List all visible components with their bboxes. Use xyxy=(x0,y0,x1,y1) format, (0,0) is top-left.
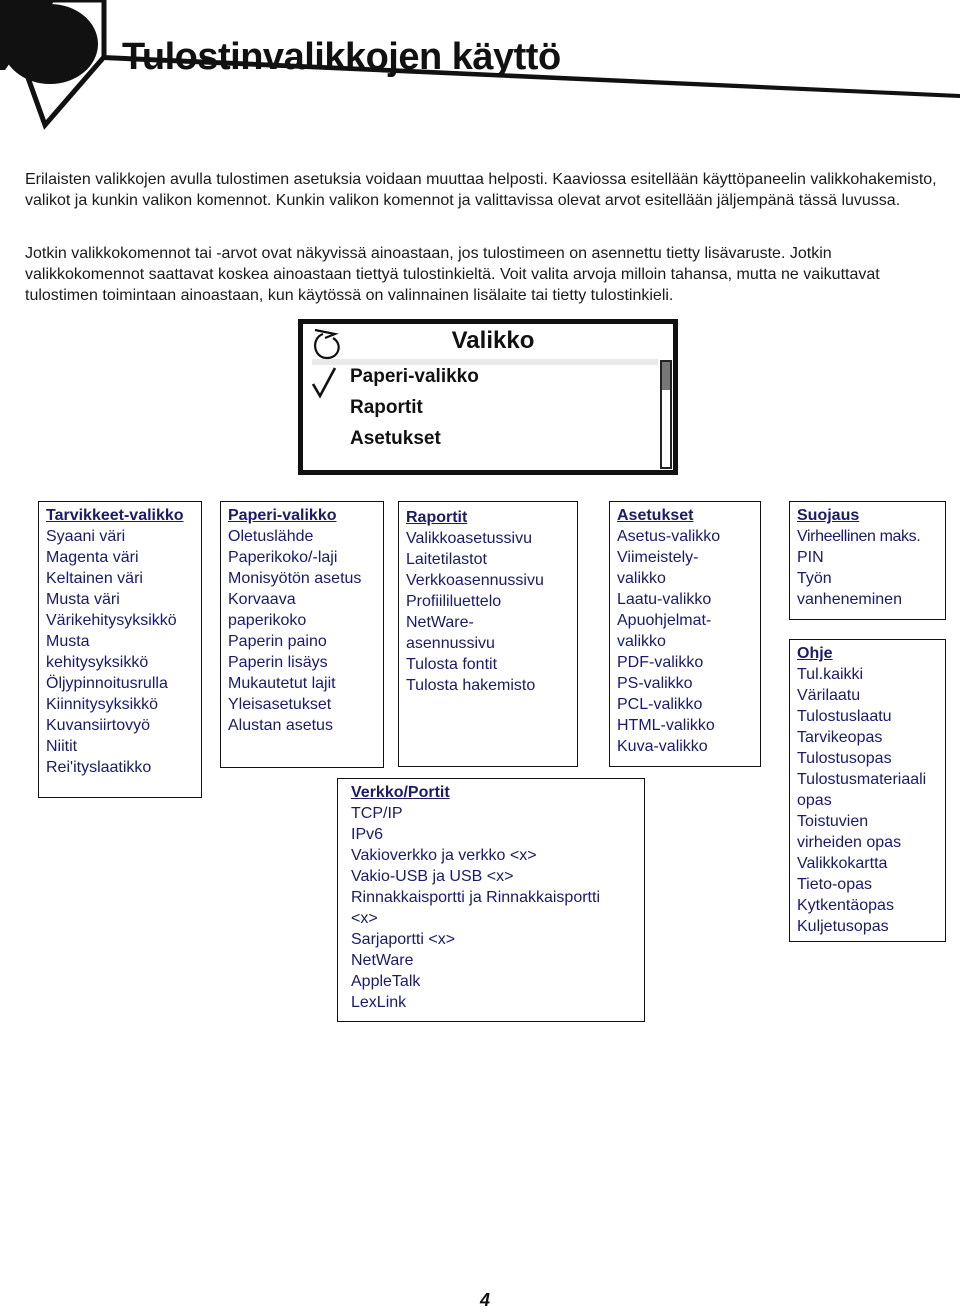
page-title: Tulostinvalikkojen käyttö xyxy=(122,36,561,78)
menu-item: Syaani väri xyxy=(46,528,126,545)
menu-item: Korvaava xyxy=(228,591,296,608)
menu-item: Profiililuettelo xyxy=(406,593,502,610)
menu-heading-paperi[interactable]: Paperi-valikko xyxy=(228,507,337,524)
menu-item: NetWare xyxy=(351,952,414,969)
menu-item: Tulostusmateriaali xyxy=(797,771,927,788)
menu-box-paperi xyxy=(220,501,384,768)
menu-item: Kiinnitysyksikkö xyxy=(46,696,159,713)
menu-item: Oletuslähde xyxy=(228,528,314,545)
menu-item: Värikehitysyksikkö xyxy=(46,612,177,629)
menu-item: Kuvansiirtovyö xyxy=(46,717,151,734)
menu-item: Verkkoasennussivu xyxy=(406,572,544,589)
menu-item: Niitit xyxy=(46,738,78,755)
menu-item: TCP/IP xyxy=(351,805,403,822)
menu-box-raportit xyxy=(398,501,578,767)
menu-item: Kuljetusopas xyxy=(797,918,889,935)
menu-item: Tarvikeopas xyxy=(797,729,883,746)
menu-item: PCL-valikko xyxy=(617,696,703,713)
menu-item: Apuohjelmat- xyxy=(617,612,712,629)
menu-item: Paperin paino xyxy=(228,633,327,650)
menu-item: Kuva-valikko xyxy=(617,738,708,755)
intro-paragraph-2: Jotkin valikkokomennot tai -arvot ovat näkyvissä ainoastaan, jos tulostimeen on asennettu tietty lisävaruste. Jotkin valikkokomennot saattavat koskea ainoastaan tiettyä tulostinkieltä. Voit valita arvoja milloin tahansa, mutta ne vaikuttavat tulostimen toimintaan ainoastaan, kun käytössä on valinnainen lisälaite tai tietty tulostinkieli. xyxy=(25,245,880,304)
menu-item: PDF-valikko xyxy=(617,654,704,671)
menu-heading-ohje[interactable]: Ohje xyxy=(797,645,833,662)
menu-item: Viimeistely- xyxy=(617,549,699,566)
menu-item: Virheellinen maks. xyxy=(797,528,921,545)
menu-heading-verkko[interactable]: Verkko/Portit xyxy=(351,784,450,801)
panel-title: Valikko xyxy=(451,327,535,354)
menu-box-tarvikkeet xyxy=(38,501,202,798)
intro-paragraph-1: Erilaisten valikkojen avulla tulostimen asetuksia voidaan muuttaa helposti. Kaaviossa esitellään käyttöpaneelin valikkohakemisto, valikot ja kunkin valikon komennot. Kunkin valikon komennot ja valittavissa olevat arvot esitellään jäljempänä tässä luvussa. xyxy=(25,171,937,209)
menu-item: PS-valikko xyxy=(617,675,693,692)
menu-box-suojaus xyxy=(789,501,946,620)
menu-item: vanheneminen xyxy=(797,591,902,608)
checkmark-icon xyxy=(311,366,339,400)
menu-item: NetWare- xyxy=(406,614,474,631)
menu-item: Tieto-opas xyxy=(797,876,872,893)
menu-item: <x> xyxy=(351,910,378,927)
menu-item: Tulosta fontit xyxy=(406,656,498,673)
menu-item: virheiden opas xyxy=(797,834,902,851)
menu-item: Tulostusopas xyxy=(797,750,892,767)
panel-item-asetukset[interactable]: Asetukset xyxy=(350,428,441,449)
menu-item: Musta väri xyxy=(46,591,120,608)
menu-item: Rinnakkaisportti ja Rinnakkaisportti xyxy=(351,889,600,906)
scrollbar[interactable] xyxy=(660,360,672,469)
panel-item-raportit[interactable]: Raportit xyxy=(350,397,423,418)
panel-item-paperi[interactable]: Paperi-valikko xyxy=(350,366,479,387)
menu-box-asetukset xyxy=(609,501,761,767)
menu-heading-tarvikkeet[interactable]: Tarvikkeet-valikko xyxy=(46,507,184,524)
menu-box-ohje xyxy=(789,639,946,942)
menu-item: HTML-valikko xyxy=(617,717,715,734)
menu-item: Magenta väri xyxy=(46,549,139,566)
menu-item: LexLink xyxy=(351,994,407,1011)
menu-item: Värilaatu xyxy=(797,687,861,704)
menu-item: Paperin lisäys xyxy=(228,654,328,671)
menu-item: Laatu-valikko xyxy=(617,591,712,608)
page-number: 4 xyxy=(480,1290,491,1310)
menu-item: Vakio-USB ja USB <x> xyxy=(351,868,514,885)
menu-item: Musta xyxy=(46,633,90,650)
menu-item: asennussivu xyxy=(406,635,495,652)
menu-box-verkko xyxy=(337,778,645,1022)
menu-item: Valikkoasetussivu xyxy=(406,530,532,547)
menu-item: Tul.kaikki xyxy=(797,666,864,683)
menu-item: Mukautetut lajit xyxy=(228,675,336,692)
menu-heading-asetukset[interactable]: Asetukset xyxy=(617,507,694,524)
menu-item: Tulostuslaatu xyxy=(797,708,892,725)
menu-item: Yleisasetukset xyxy=(228,696,332,713)
menu-item: Alustan asetus xyxy=(228,717,333,734)
panel-title-bar xyxy=(312,359,658,365)
menu-item: Paperikoko/-laji xyxy=(228,549,338,566)
menu-item: Sarjaportti <x> xyxy=(351,931,456,948)
menu-item: Toistuvien xyxy=(797,813,869,830)
menu-item: AppleTalk xyxy=(351,973,421,990)
menu-item: Monisyötön asetus xyxy=(228,570,362,587)
menu-item: valikko xyxy=(617,633,666,650)
menu-item: Valikkokartta xyxy=(797,855,888,872)
scrollbar-thumb[interactable] xyxy=(662,362,670,390)
menu-heading-suojaus[interactable]: Suojaus xyxy=(797,507,860,524)
menu-item: Asetus-valikko xyxy=(617,528,721,545)
menu-item: Vakioverkko ja verkko <x> xyxy=(351,847,537,864)
menu-heading-raportit[interactable]: Raportit xyxy=(406,509,468,526)
menu-item: Työn xyxy=(797,570,832,587)
menu-item: Rei'ityslaatikko xyxy=(46,759,152,776)
menu-item: Kytkentäopas xyxy=(797,897,894,914)
menu-item: Laitetilastot xyxy=(406,551,487,568)
menu-item: opas xyxy=(797,792,832,809)
menu-item: valikko xyxy=(617,570,666,587)
menu-item: PIN xyxy=(797,549,824,566)
menu-item: Keltainen väri xyxy=(46,570,143,587)
menu-item: kehitysyksikkö xyxy=(46,654,149,671)
menu-item: paperikoko xyxy=(228,612,307,629)
menu-item: IPv6 xyxy=(351,826,384,843)
control-panel-display xyxy=(298,319,678,475)
menu-item: Öljypinnoitusrulla xyxy=(46,675,168,692)
menu-item: Tulosta hakemisto xyxy=(406,677,536,694)
